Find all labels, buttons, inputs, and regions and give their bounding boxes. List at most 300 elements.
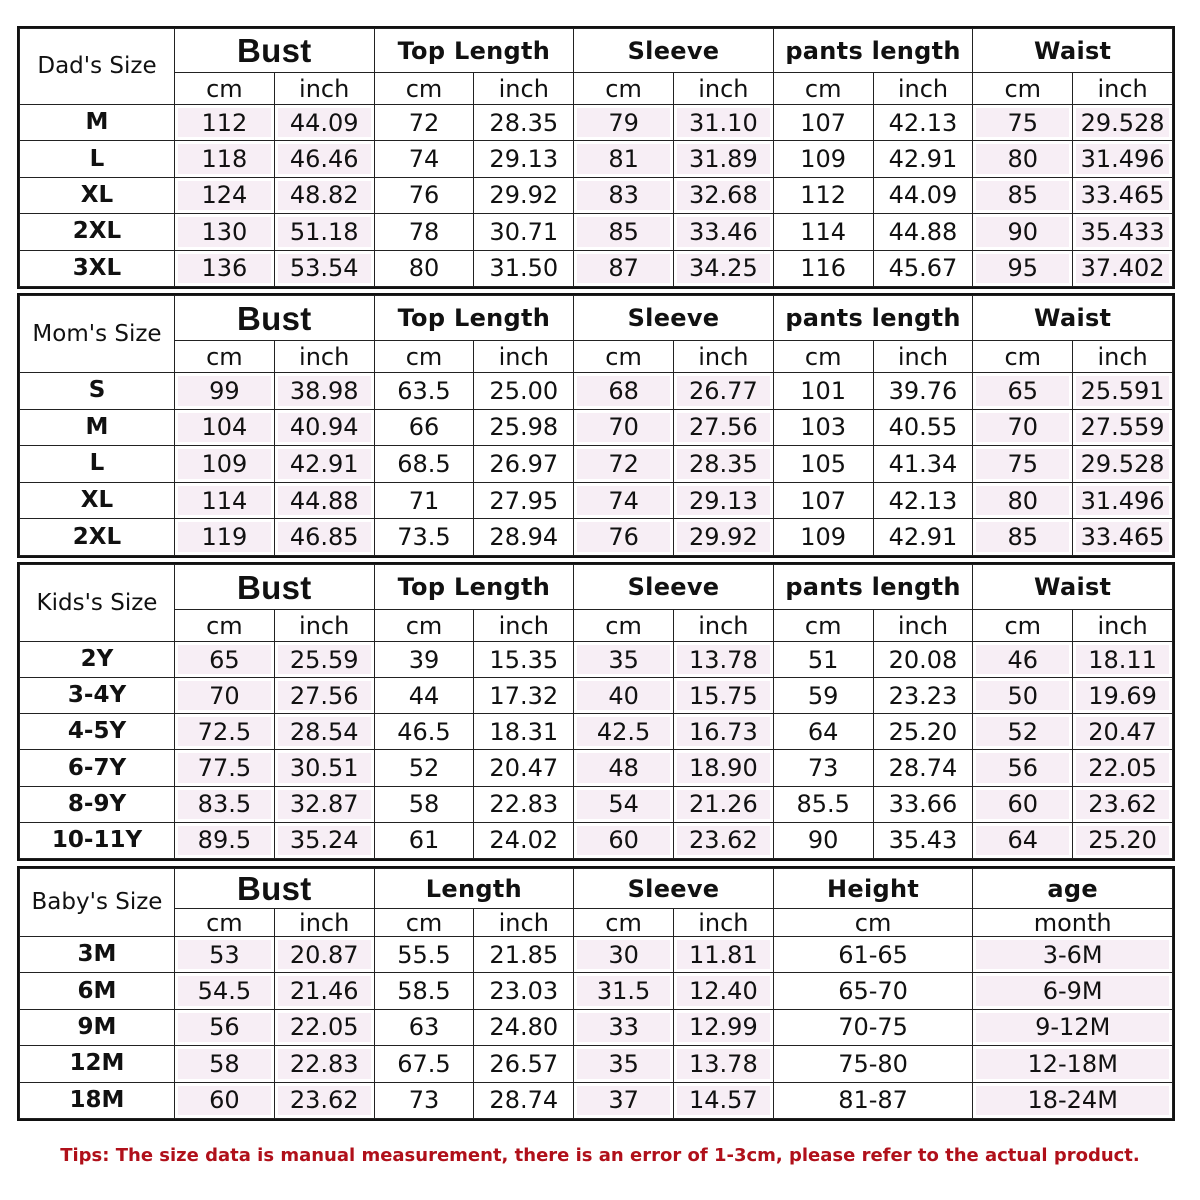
measurement-cell: 25.59 (274, 642, 374, 678)
measurement-cell: 31.496 (1073, 482, 1173, 519)
measurement-cell: 37 (574, 1082, 674, 1118)
measurement-cell: 80 (973, 482, 1073, 519)
measurement-cell: 23.23 (873, 678, 973, 714)
unit-header-month: month (973, 909, 1173, 937)
measurement-cell: 112 (175, 105, 275, 141)
measurement-cell: 23.62 (1073, 786, 1173, 822)
measurement-cell: 44.88 (873, 214, 973, 250)
group-header-top-length: Top Length (374, 29, 574, 73)
measurement-cell: 42.13 (873, 482, 973, 519)
measurement-cell: 75-80 (773, 1046, 973, 1082)
measurement-cell: 12.40 (673, 973, 773, 1009)
measurement-cell: 28.74 (474, 1082, 574, 1118)
unit-header-cm: cm (574, 341, 674, 373)
measurement-cell: 14.57 (673, 1082, 773, 1118)
size-label: 2XL (20, 519, 175, 556)
table-row (20, 482, 1173, 519)
unit-header-cm: cm (973, 73, 1073, 105)
measurement-cell: 29.92 (673, 519, 773, 556)
measurement-cell: 77.5 (175, 750, 275, 786)
table-row (20, 1046, 1173, 1082)
measurement-cell: 23.62 (673, 822, 773, 858)
measurement-cell: 130 (175, 214, 275, 250)
measurement-cell: 72 (574, 446, 674, 483)
measurement-cell: 107 (773, 105, 873, 141)
table-row (20, 714, 1173, 750)
measurement-cell: 65-70 (773, 973, 973, 1009)
measurement-cell: 103 (773, 409, 873, 446)
measurement-cell: 30.71 (474, 214, 574, 250)
measurement-cell: 52 (973, 714, 1073, 750)
measurement-cell: 70 (175, 678, 275, 714)
measurement-cell: 56 (175, 1009, 275, 1045)
measurement-cell: 20.08 (873, 642, 973, 678)
kids-size-table (17, 562, 1175, 861)
measurement-cell: 70 (973, 409, 1073, 446)
measurement-cell: 18.90 (673, 750, 773, 786)
measurement-cell: 61-65 (773, 937, 973, 973)
table-row (20, 519, 1173, 556)
measurement-cell: 42.5 (574, 714, 674, 750)
group-header-bust: Bust (175, 869, 375, 909)
size-label: 8-9Y (20, 786, 175, 822)
unit-header-cm: cm (973, 341, 1073, 373)
measurement-cell: 42.91 (873, 519, 973, 556)
measurement-cell: 85.5 (773, 786, 873, 822)
measurement-cell: 64 (973, 822, 1073, 858)
measurement-cell: 72.5 (175, 714, 275, 750)
measurement-cell: 41.34 (873, 446, 973, 483)
measurement-cell: 59 (773, 678, 873, 714)
unit-header-cm: cm (973, 610, 1073, 642)
table-row (20, 750, 1173, 786)
unit-header-cm: cm (175, 341, 275, 373)
size-label: 6M (20, 973, 175, 1009)
measurement-cell: 27.56 (274, 678, 374, 714)
measurement-cell: 9-12M (973, 1009, 1173, 1045)
measurement-cell: 28.54 (274, 714, 374, 750)
measurement-cell: 58.5 (374, 973, 474, 1009)
measurement-cell: 40.55 (873, 409, 973, 446)
unit-header-inch: inch (873, 341, 973, 373)
measurement-cell: 25.591 (1073, 373, 1173, 410)
dad-size-table (17, 26, 1175, 289)
unit-header-cm: cm (574, 610, 674, 642)
group-header-pants-length: pants length (773, 29, 973, 73)
unit-header-inch: inch (474, 909, 574, 937)
measurement-cell: 32.68 (673, 177, 773, 213)
measurement-cell: 46.85 (274, 519, 374, 556)
measurement-cell: 35 (574, 1046, 674, 1082)
measurement-cell: 23.62 (274, 1082, 374, 1118)
table-row (20, 786, 1173, 822)
measurement-cell: 22.83 (274, 1046, 374, 1082)
unit-header-inch: inch (274, 73, 374, 105)
measurement-cell: 95 (973, 250, 1073, 286)
measurement-cell: 54.5 (175, 973, 275, 1009)
measurement-cell: 78 (374, 214, 474, 250)
measurement-cell: 35.43 (873, 822, 973, 858)
measurement-cell: 30.51 (274, 750, 374, 786)
measurement-cell: 118 (175, 141, 275, 177)
group-header-top-length: Top Length (374, 296, 574, 341)
measurement-cell: 25.20 (873, 714, 973, 750)
measurement-cell: 42.13 (873, 105, 973, 141)
measurement-cell: 26.97 (474, 446, 574, 483)
measurement-cell: 90 (773, 822, 873, 858)
measurement-cell: 22.83 (474, 786, 574, 822)
measurement-cell: 34.25 (673, 250, 773, 286)
measurement-cell: 24.02 (474, 822, 574, 858)
measurement-cell: 33.66 (873, 786, 973, 822)
group-header-sleeve: Sleeve (574, 565, 774, 610)
size-label: 3XL (20, 250, 175, 286)
measurement-cell: 12.99 (673, 1009, 773, 1045)
table-row (20, 105, 1173, 141)
unit-header-inch: inch (673, 73, 773, 105)
group-header-sleeve: Sleeve (574, 296, 774, 341)
measurement-cell: 15.35 (474, 642, 574, 678)
measurement-cell: 11.81 (673, 937, 773, 973)
measurement-cell: 50 (973, 678, 1073, 714)
tips-note: Tips: The size data is manual measurement, there is an error of 1-3cm, please refer to the actual product. (60, 1145, 1140, 1166)
measurement-cell: 58 (175, 1046, 275, 1082)
measurement-cell: 15.75 (673, 678, 773, 714)
measurement-cell: 26.77 (673, 373, 773, 410)
measurement-cell: 74 (574, 482, 674, 519)
group-header-height: Height (773, 869, 973, 909)
measurement-cell: 16.73 (673, 714, 773, 750)
measurement-cell: 18-24M (973, 1082, 1173, 1118)
unit-header-cm: cm (374, 610, 474, 642)
measurement-cell: 85 (574, 214, 674, 250)
group-header-length: Length (374, 869, 574, 909)
measurement-cell: 119 (175, 519, 275, 556)
measurement-cell: 31.50 (474, 250, 574, 286)
group-header-pants-length: pants length (773, 565, 973, 610)
unit-header-cm: cm (374, 909, 474, 937)
measurement-cell: 72 (374, 105, 474, 141)
group-header-sleeve: Sleeve (574, 29, 774, 73)
measurement-cell: 12-18M (973, 1046, 1173, 1082)
table-row (20, 642, 1173, 678)
measurement-cell: 25.20 (1073, 822, 1173, 858)
measurement-cell: 25.00 (474, 373, 574, 410)
group-header-pants-length: pants length (773, 296, 973, 341)
unit-header-inch: inch (474, 610, 574, 642)
measurement-cell: 21.85 (474, 937, 574, 973)
measurement-cell: 22.05 (274, 1009, 374, 1045)
measurement-cell: 76 (574, 519, 674, 556)
size-label: 3M (20, 937, 175, 973)
size-label: 9M (20, 1009, 175, 1045)
table-row (20, 177, 1173, 213)
measurement-cell: 109 (175, 446, 275, 483)
measurement-cell: 109 (773, 141, 873, 177)
measurement-cell: 46 (973, 642, 1073, 678)
measurement-cell: 35.24 (274, 822, 374, 858)
unit-header-cm: cm (175, 909, 275, 937)
measurement-cell: 65 (973, 373, 1073, 410)
group-header-top-length: Top Length (374, 565, 574, 610)
measurement-cell: 18.31 (474, 714, 574, 750)
measurement-cell: 39 (374, 642, 474, 678)
unit-header-inch: inch (274, 341, 374, 373)
size-label: 12M (20, 1046, 175, 1082)
measurement-cell: 31.5 (574, 973, 674, 1009)
unit-header-inch: inch (274, 909, 374, 937)
measurement-cell: 46.46 (274, 141, 374, 177)
baby-size-table (17, 866, 1175, 1121)
unit-header-inch: inch (1073, 341, 1173, 373)
measurement-cell: 51.18 (274, 214, 374, 250)
measurement-cell: 51 (773, 642, 873, 678)
measurement-cell: 3-6M (973, 937, 1173, 973)
measurement-cell: 33.465 (1073, 177, 1173, 213)
measurement-cell: 22.05 (1073, 750, 1173, 786)
measurement-cell: 29.92 (474, 177, 574, 213)
size-label: L (20, 141, 175, 177)
measurement-cell: 29.13 (474, 141, 574, 177)
measurement-cell: 64 (773, 714, 873, 750)
mom-size-table (17, 293, 1175, 558)
table-row (20, 250, 1173, 286)
group-header-waist: Waist (973, 565, 1173, 610)
group-header-waist: Waist (973, 296, 1173, 341)
measurement-cell: 31.10 (673, 105, 773, 141)
unit-header-inch: inch (274, 610, 374, 642)
measurement-cell: 44.09 (873, 177, 973, 213)
measurement-cell: 28.94 (474, 519, 574, 556)
group-header-age: age (973, 869, 1173, 909)
table-row (20, 214, 1173, 250)
table-row (20, 1082, 1173, 1118)
measurement-cell: 56 (973, 750, 1073, 786)
table-row (20, 937, 1173, 973)
measurement-cell: 55.5 (374, 937, 474, 973)
measurement-cell: 75 (973, 105, 1073, 141)
size-label: XL (20, 482, 175, 519)
unit-header-inch: inch (474, 73, 574, 105)
table-row (20, 822, 1173, 858)
unit-header-cm: cm (175, 610, 275, 642)
measurement-cell: 29.528 (1073, 446, 1173, 483)
group-header-sleeve: Sleeve (574, 869, 774, 909)
measurement-cell: 26.57 (474, 1046, 574, 1082)
measurement-cell: 68 (574, 373, 674, 410)
measurement-cell: 83 (574, 177, 674, 213)
measurement-cell: 63 (374, 1009, 474, 1045)
measurement-cell: 39.76 (873, 373, 973, 410)
measurement-cell: 114 (175, 482, 275, 519)
measurement-cell: 13.78 (673, 1046, 773, 1082)
measurement-cell: 53.54 (274, 250, 374, 286)
unit-header-inch: inch (873, 73, 973, 105)
unit-header-inch: inch (673, 909, 773, 937)
measurement-cell: 48.82 (274, 177, 374, 213)
unit-header-inch: inch (1073, 610, 1173, 642)
measurement-cell: 104 (175, 409, 275, 446)
unit-header-cm: cm (175, 73, 275, 105)
measurement-cell: 75 (973, 446, 1073, 483)
measurement-cell: 109 (773, 519, 873, 556)
table-row (20, 373, 1173, 410)
measurement-cell: 44.09 (274, 105, 374, 141)
measurement-cell: 83.5 (175, 786, 275, 822)
measurement-cell: 37.402 (1073, 250, 1173, 286)
size-label: M (20, 409, 175, 446)
unit-header-cm: cm (374, 73, 474, 105)
group-header-bust: Bust (175, 296, 375, 341)
table-row (20, 446, 1173, 483)
table-row (20, 1009, 1173, 1045)
measurement-cell: 60 (574, 822, 674, 858)
measurement-cell: 38.98 (274, 373, 374, 410)
measurement-cell: 24.80 (474, 1009, 574, 1045)
size-label: 10-11Y (20, 822, 175, 858)
measurement-cell: 68.5 (374, 446, 474, 483)
section-title: Kids's Size (20, 565, 175, 642)
size-label: S (20, 373, 175, 410)
table-row (20, 678, 1173, 714)
measurement-cell: 40.94 (274, 409, 374, 446)
size-label: 18M (20, 1082, 175, 1118)
measurement-cell: 112 (773, 177, 873, 213)
measurement-cell: 32.87 (274, 786, 374, 822)
measurement-cell: 31.496 (1073, 141, 1173, 177)
measurement-cell: 40 (574, 678, 674, 714)
unit-header-cm: cm (574, 909, 674, 937)
measurement-cell: 20.47 (474, 750, 574, 786)
unit-header-cm: cm (773, 73, 873, 105)
unit-header-cm: cm (574, 73, 674, 105)
measurement-cell: 44 (374, 678, 474, 714)
measurement-cell: 80 (374, 250, 474, 286)
measurement-cell: 46.5 (374, 714, 474, 750)
measurement-cell: 52 (374, 750, 474, 786)
measurement-cell: 67.5 (374, 1046, 474, 1082)
measurement-cell: 42.91 (274, 446, 374, 483)
measurement-cell: 31.89 (673, 141, 773, 177)
measurement-cell: 90 (973, 214, 1073, 250)
measurement-cell: 6-9M (973, 973, 1173, 1009)
measurement-cell: 107 (773, 482, 873, 519)
measurement-cell: 60 (175, 1082, 275, 1118)
measurement-cell: 79 (574, 105, 674, 141)
measurement-cell: 99 (175, 373, 275, 410)
size-label: XL (20, 177, 175, 213)
measurement-cell: 124 (175, 177, 275, 213)
measurement-cell: 28.74 (873, 750, 973, 786)
group-header-waist: Waist (973, 29, 1173, 73)
measurement-cell: 28.35 (673, 446, 773, 483)
measurement-cell: 33.465 (1073, 519, 1173, 556)
measurement-cell: 63.5 (374, 373, 474, 410)
size-label: 4-5Y (20, 714, 175, 750)
measurement-cell: 61 (374, 822, 474, 858)
size-label: 6-7Y (20, 750, 175, 786)
measurement-cell: 73 (374, 1082, 474, 1118)
measurement-cell: 58 (374, 786, 474, 822)
unit-header-inch: inch (1073, 73, 1173, 105)
measurement-cell: 81-87 (773, 1082, 973, 1118)
section-title: Baby's Size (20, 869, 175, 937)
measurement-cell: 18.11 (1073, 642, 1173, 678)
measurement-cell: 73.5 (374, 519, 474, 556)
measurement-cell: 85 (973, 177, 1073, 213)
measurement-cell: 60 (973, 786, 1073, 822)
measurement-cell: 53 (175, 937, 275, 973)
measurement-cell: 48 (574, 750, 674, 786)
measurement-cell: 28.35 (474, 105, 574, 141)
measurement-cell: 85 (973, 519, 1073, 556)
measurement-cell: 17.32 (474, 678, 574, 714)
size-label: 2Y (20, 642, 175, 678)
measurement-cell: 21.46 (274, 973, 374, 1009)
measurement-cell: 81 (574, 141, 674, 177)
measurement-cell: 27.95 (474, 482, 574, 519)
group-header-bust: Bust (175, 565, 375, 610)
table-row (20, 973, 1173, 1009)
measurement-cell: 70 (574, 409, 674, 446)
size-label: 2XL (20, 214, 175, 250)
unit-header-cm: cm (374, 341, 474, 373)
measurement-cell: 76 (374, 177, 474, 213)
measurement-cell: 89.5 (175, 822, 275, 858)
measurement-cell: 25.98 (474, 409, 574, 446)
measurement-cell: 54 (574, 786, 674, 822)
measurement-cell: 21.26 (673, 786, 773, 822)
measurement-cell: 33 (574, 1009, 674, 1045)
measurement-cell: 74 (374, 141, 474, 177)
unit-header-inch: inch (474, 341, 574, 373)
measurement-cell: 19.69 (1073, 678, 1173, 714)
group-header-bust: Bust (175, 29, 375, 73)
measurement-cell: 30 (574, 937, 674, 973)
unit-header-inch: inch (673, 610, 773, 642)
measurement-cell: 136 (175, 250, 275, 286)
unit-header-cm: cm (773, 610, 873, 642)
measurement-cell: 29.13 (673, 482, 773, 519)
measurement-cell: 29.528 (1073, 105, 1173, 141)
measurement-cell: 33.46 (673, 214, 773, 250)
measurement-cell: 87 (574, 250, 674, 286)
measurement-cell: 70-75 (773, 1009, 973, 1045)
measurement-cell: 35.433 (1073, 214, 1173, 250)
section-title: Dad's Size (20, 29, 175, 105)
measurement-cell: 73 (773, 750, 873, 786)
measurement-cell: 65 (175, 642, 275, 678)
unit-header-inch: inch (673, 341, 773, 373)
measurement-cell: 114 (773, 214, 873, 250)
measurement-cell: 66 (374, 409, 474, 446)
measurement-cell: 20.87 (274, 937, 374, 973)
measurement-cell: 44.88 (274, 482, 374, 519)
unit-header-inch: inch (873, 610, 973, 642)
measurement-cell: 27.56 (673, 409, 773, 446)
size-label: M (20, 105, 175, 141)
table-row (20, 409, 1173, 446)
measurement-cell: 23.03 (474, 973, 574, 1009)
measurement-cell: 35 (574, 642, 674, 678)
measurement-cell: 80 (973, 141, 1073, 177)
measurement-cell: 42.91 (873, 141, 973, 177)
unit-header-cm: cm (773, 341, 873, 373)
table-row (20, 141, 1173, 177)
measurement-cell: 105 (773, 446, 873, 483)
measurement-cell: 27.559 (1073, 409, 1173, 446)
measurement-cell: 101 (773, 373, 873, 410)
